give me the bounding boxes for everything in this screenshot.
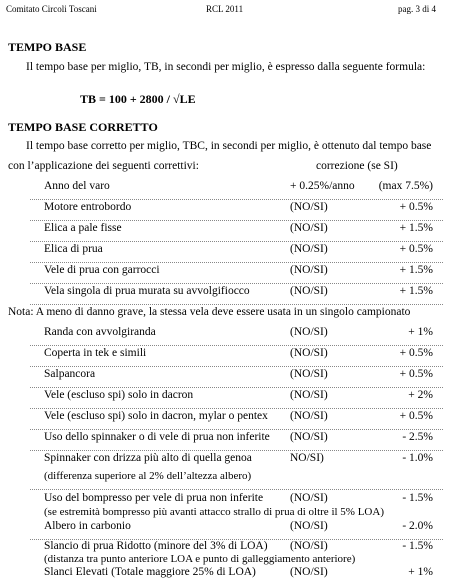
row-option: (NO/SI) — [290, 368, 328, 380]
row-option: + 0.25%/anno — [290, 180, 355, 192]
table-row — [0, 431, 461, 451]
row-correction: + 0.5% — [399, 347, 433, 359]
table-row — [0, 368, 461, 388]
tempo-corretto-intro-1: Il tempo base corretto per miglio, TBC, in secondi per miglio, è ottenuto dal tempo base — [26, 140, 432, 152]
row-correction: - 2.5% — [402, 431, 433, 443]
row-divider — [30, 283, 443, 284]
header-right: pag. 3 di 4 — [398, 4, 436, 14]
section-title-tempo-base: TEMPO BASE — [8, 40, 87, 54]
row-correction: + 1% — [408, 326, 433, 338]
spinnaker-subnote: (differenza superiore al 2% dell’altezza albero) — [44, 470, 252, 482]
row-correction: + 0.5% — [399, 243, 433, 255]
bompresso-subnote: (se estremità bompresso più avanti attacco strallo di prua di oltre il 5% LOA) — [44, 506, 384, 518]
table-row — [0, 566, 461, 584]
row-label: Salpancora — [44, 368, 96, 380]
row-label: Anno del varo — [44, 180, 110, 192]
table-row — [0, 389, 461, 409]
row-label: Uso dello spinnaker o di vele di prua non inferite — [44, 431, 270, 443]
row-divider — [30, 450, 443, 451]
header-left: Comitato Circoli Toscani — [6, 4, 97, 14]
row-label: Randa con avvolgiranda — [44, 326, 156, 338]
row-label: Vele di prua con garrocci — [44, 264, 160, 276]
row-option: (NO/SI) — [290, 566, 328, 578]
table-row — [0, 520, 461, 540]
table-row — [0, 285, 461, 305]
row-divider — [30, 220, 443, 221]
table-row — [0, 326, 461, 346]
row-correction: - 1.0% — [402, 452, 433, 464]
row-option: (NO/SI) — [290, 431, 328, 443]
row-label: Coperta in tek e simili — [44, 347, 147, 359]
table-row — [0, 347, 461, 367]
row-label: Slancio di prua Ridotto (minore del 3% di LOA) — [44, 540, 268, 552]
formula: TB = 100 + 2800 / √LE — [80, 92, 196, 106]
table-row — [0, 452, 461, 472]
row-label: Vele (escluso spi) solo in dacron — [44, 389, 194, 401]
row-option: (NO/SI) — [290, 222, 328, 234]
table-row — [0, 264, 461, 284]
row-correction: + 0.5% — [399, 410, 433, 422]
row-option: (NO/SI) — [290, 264, 328, 276]
row-correction: + 1.5% — [399, 264, 433, 276]
row-divider — [30, 429, 443, 430]
row-option: (NO/SI) — [290, 389, 328, 401]
row-divider — [30, 345, 443, 346]
table-row — [0, 243, 461, 263]
row-correction: + 1.5% — [399, 222, 433, 234]
row-option: (NO/SI) — [290, 285, 328, 297]
row-option: (NO/SI) — [290, 243, 328, 255]
slancio-subnote: (distanza tra punto anteriore LOA e punto di galleggiamento anteriore) — [44, 553, 356, 565]
row-label: Spinnaker con drizza più alto di quella genoa — [44, 452, 252, 464]
table-row — [0, 222, 461, 242]
row-divider — [30, 387, 443, 388]
row-label: Albero in carbonio — [44, 520, 131, 532]
table-row — [0, 180, 461, 200]
tempo-base-intro: Il tempo base per miglio, TB, in secondi per miglio, è espresso dalla seguente formula: — [26, 61, 426, 73]
row-option: (NO/SI) — [290, 492, 328, 504]
row-correction: + 0.5% — [399, 201, 433, 213]
row-label: Elica a pale fisse — [44, 222, 122, 234]
row-option: (NO/SI) — [290, 540, 328, 552]
row-correction: (max 7.5%) — [378, 180, 433, 192]
row-correction: + 2% — [408, 389, 433, 401]
note-text: Nota: A meno di danno grave, la stessa vela deve essere usata in un singolo campionato — [8, 306, 411, 318]
row-label: Vele (escluso spi) solo in dacron, mylar o pentex — [44, 410, 268, 422]
table-row — [0, 410, 461, 430]
table-row-subnote — [0, 470, 461, 490]
row-correction: - 2.0% — [402, 520, 433, 532]
row-divider — [30, 304, 443, 305]
row-correction: - 1.5% — [402, 492, 433, 504]
row-label: Motore entrobordo — [44, 201, 132, 213]
tempo-corretto-intro-2: con l’applicazione dei seguenti correttivi: — [8, 160, 199, 172]
row-option: (NO/SI) — [290, 410, 328, 422]
row-label: Vela singola di prua murata su avvolgifiocco — [44, 285, 250, 297]
header-center: RCL 2011 — [206, 4, 244, 14]
row-option: (NO/SI) — [290, 520, 328, 532]
row-correction: + 1% — [408, 566, 433, 578]
row-divider — [30, 489, 443, 490]
row-option: (NO/SI) — [290, 201, 328, 213]
correction-column-header: correzione (se SI) — [316, 160, 398, 172]
row-label: Slanci Elevati (Totale maggiore 25% di LOA) — [44, 566, 256, 578]
row-option: NO/SI) — [290, 452, 324, 464]
row-correction: + 1.5% — [399, 285, 433, 297]
row-divider — [30, 366, 443, 367]
row-label: Uso del bompresso per vele di prua non inferite — [44, 492, 264, 504]
row-label: Elica di prua — [44, 243, 103, 255]
row-divider — [30, 241, 443, 242]
row-divider — [30, 199, 443, 200]
row-divider — [30, 408, 443, 409]
section-title-tempo-corretto: TEMPO BASE CORRETTO — [8, 120, 158, 134]
row-divider — [30, 262, 443, 263]
row-option: (NO/SI) — [290, 326, 328, 338]
table-row — [0, 201, 461, 221]
row-correction: + 0.5% — [399, 368, 433, 380]
row-correction: - 1.5% — [402, 540, 433, 552]
row-option: (NO/SI) — [290, 347, 328, 359]
